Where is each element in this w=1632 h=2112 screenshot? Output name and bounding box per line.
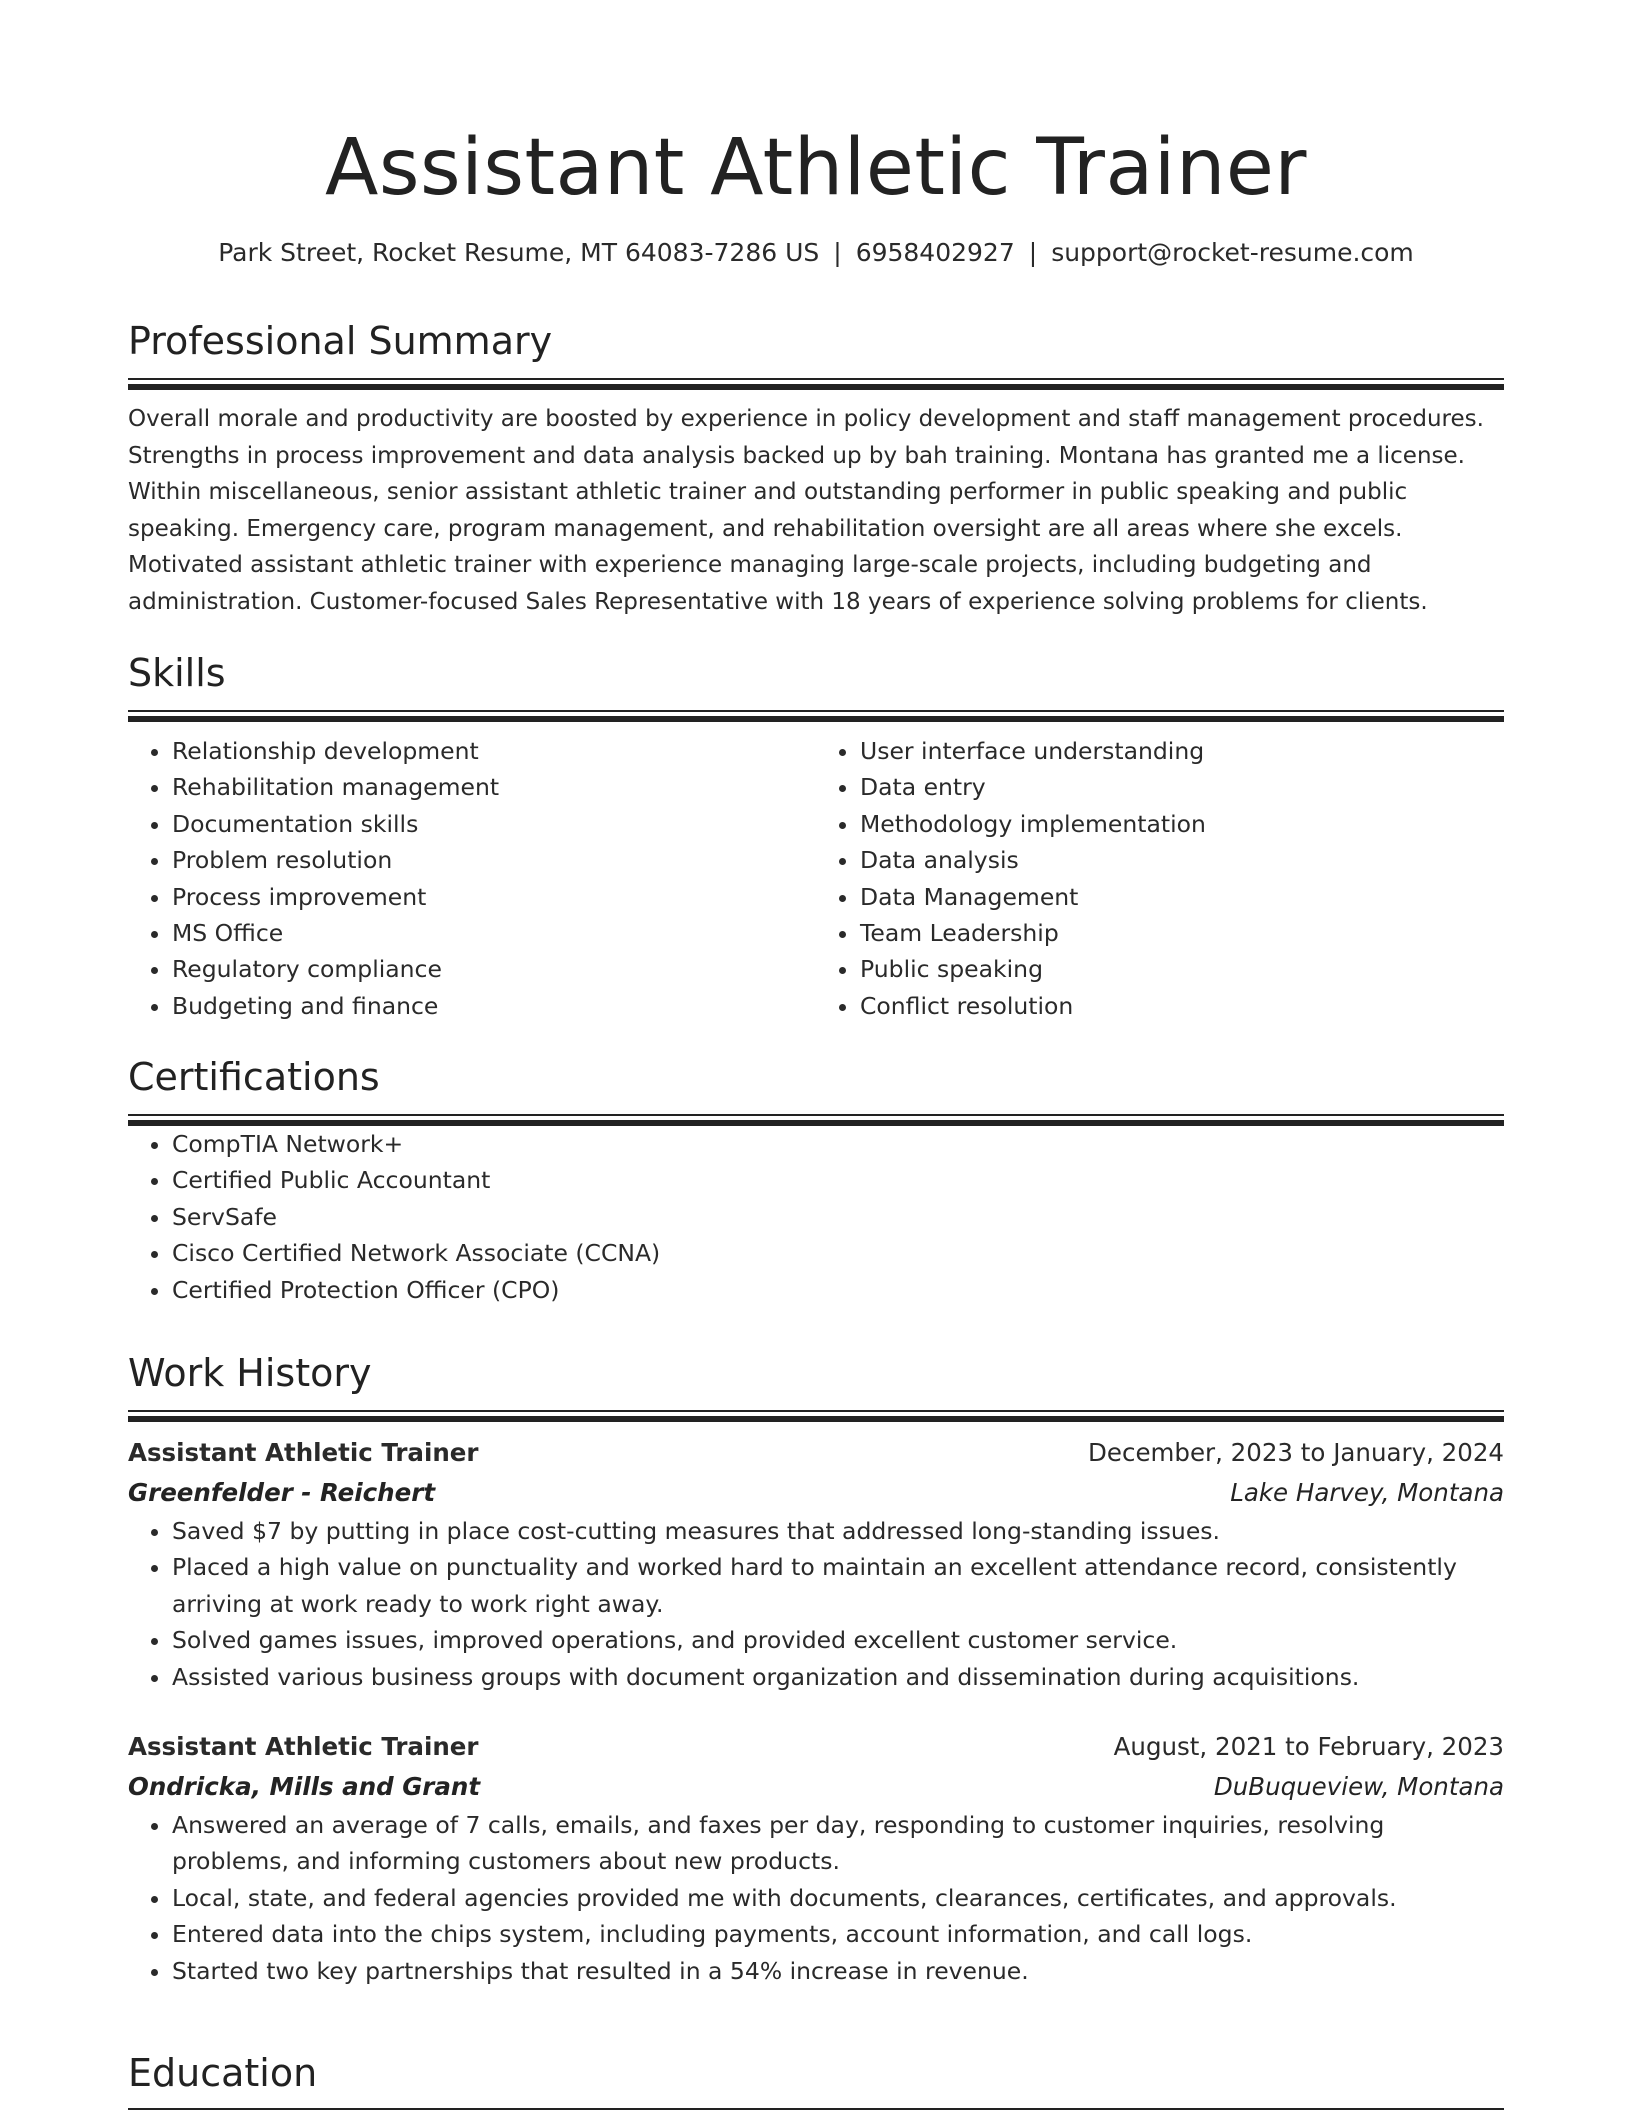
section-divider [128, 1114, 1504, 1126]
list-item: • Regulatory compliance [172, 951, 816, 987]
summary-section [128, 316, 1504, 620]
list-item: • Cisco Certified Network Associate (CCNA) [172, 1235, 1504, 1271]
list-item: • Problem resolution [172, 842, 816, 878]
job-entry [128, 1433, 1504, 1695]
list-item: • CompTIA Network+ [172, 1126, 1504, 1162]
section-title-work-history: Work History [128, 1351, 372, 1395]
list-item: • Conflict resolution [860, 988, 1504, 1024]
list-item: • Relationship development [172, 733, 816, 769]
job-location: Lake Harvey, Montana [1230, 1478, 1504, 1507]
summary-line: speaking. Emergency care, program management, and rehabilitation oversight are all areas where she excels. [128, 515, 1403, 542]
list-item: • Certified Protection Officer (CPO) [172, 1272, 1504, 1308]
list-item: • Started two key partnerships that resulted in a 54% increase in revenue. [172, 1953, 1504, 1989]
job-dates: December, 2023 to January, 2024 [1088, 1438, 1504, 1467]
list-item: • Assisted various business groups with document organization and dissemination during acquisitions. [172, 1659, 1504, 1695]
summary-line: Motivated assistant athletic trainer with experience managing large-scale projects, including budgeting and [128, 552, 1372, 578]
section-title-summary: Professional Summary [128, 319, 553, 363]
contact-phone: 6958402927 [855, 238, 1015, 267]
summary-text [128, 401, 1504, 620]
section-divider [128, 710, 1504, 722]
job-subheader [128, 1473, 1504, 1513]
section-divider [128, 378, 1504, 390]
summary-line: Within miscellaneous, senior assistant athletic trainer and outstanding performer in public speaking and public [128, 479, 1408, 505]
job-title: Assistant Athletic Trainer [128, 1732, 479, 1762]
list-item: • Solved games issues, improved operations, and provided excellent customer service. [172, 1622, 1504, 1658]
job-dates: August, 2021 to February, 2023 [1113, 1732, 1504, 1762]
job-subheader [128, 1767, 1504, 1807]
job-company: Ondricka, Mills and Grant [128, 1772, 481, 1802]
list-item: • MS Office [172, 915, 816, 951]
section-divider [128, 2108, 1504, 2110]
certifications-section [128, 1052, 1504, 1308]
job-bullets [128, 1807, 1504, 1989]
list-item: • Answered an average of 7 calls, emails, and faxes per day, responding to customer inquiries, resolving problems, and informing customers about new products. [172, 1807, 1504, 1880]
list-item: • Certified Public Accountant [172, 1162, 1504, 1198]
list-item: • Data entry [860, 769, 1504, 805]
summary-line: Overall morale and productivity are boosted by experience in policy development and staff management procedures. [128, 406, 1484, 432]
contact-address: Park Street, Rocket Resume, MT 64083-7286 US [218, 238, 820, 267]
job-location: DuBuqueview, Montana [1213, 1772, 1504, 1802]
list-item: • Entered data into the chips system, including payments, account information, and call logs. [172, 1916, 1504, 1952]
contact-separator: | [833, 238, 842, 267]
job-bullets [128, 1513, 1504, 1695]
skills-list-left [128, 733, 816, 1024]
job-title: Assistant Athletic Trainer [128, 1438, 479, 1467]
list-item: • Data analysis [860, 842, 1504, 878]
section-title-education: Education [128, 2051, 318, 2095]
list-item: • Placed a high value on punctuality and worked hard to maintain an excellent attendance record, consistently arriving at work ready to work right away. [172, 1549, 1504, 1622]
resume-page [128, 0, 1504, 2095]
list-item: • Rehabilitation management [172, 769, 816, 805]
summary-line: Strengths in process improvement and data analysis backed up by bah training. Montana has granted me a license. [128, 442, 1465, 469]
list-item: • Public speaking [860, 951, 1504, 987]
list-item: • Saved $7 by putting in place cost-cutting measures that addressed long-standing issues. [172, 1513, 1504, 1549]
skills-list-right [816, 733, 1504, 1024]
list-item: • Process improvement [172, 879, 816, 915]
certifications-list [128, 1126, 1504, 1308]
education-section [128, 2048, 1504, 2110]
job-entry [128, 1727, 1504, 1989]
section-title-skills: Skills [128, 651, 226, 695]
section-divider [128, 1410, 1504, 1422]
contact-email: support@rocket-resume.com [1051, 238, 1414, 267]
list-item: • Documentation skills [172, 806, 816, 842]
list-item: • Team Leadership [860, 915, 1504, 951]
job-company: Greenfelder - Reichert [128, 1478, 436, 1507]
skills-section [128, 648, 1504, 1024]
contact-separator: | [1028, 238, 1038, 267]
list-item: • Budgeting and finance [172, 988, 816, 1024]
list-item: • Methodology implementation [860, 806, 1504, 842]
skills-columns [128, 733, 1504, 1024]
job-header [128, 1433, 1504, 1473]
list-item: • Data Management [860, 879, 1504, 915]
resume-name: Assistant Athletic Trainer [325, 123, 1307, 213]
contact-line [128, 236, 1504, 270]
list-item: • User interface understanding [860, 733, 1504, 769]
list-item: • ServSafe [172, 1199, 1504, 1235]
list-item: • Local, state, and federal agencies provided me with documents, clearances, certificates, and approvals. [172, 1880, 1504, 1916]
section-title-certifications: Certifications [128, 1055, 380, 1099]
summary-line: administration. Customer-focused Sales Representative with 18 years of experience solving problems for clients. [128, 588, 1428, 615]
work-history-section [128, 1348, 1504, 1989]
job-header [128, 1727, 1504, 1767]
